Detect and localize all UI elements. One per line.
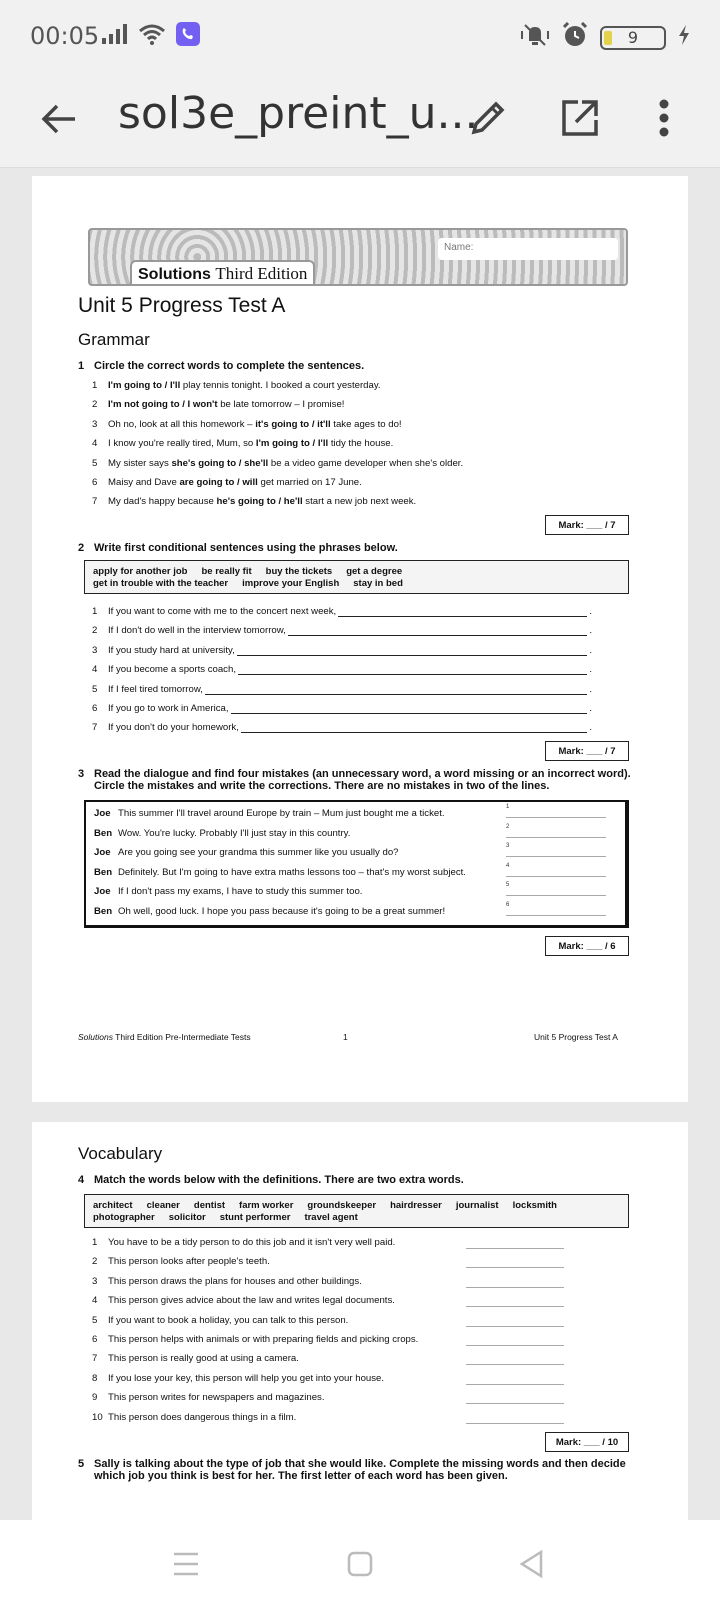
question-3-title: 3 Read the dialogue and find four mistakes (an unnecessary word, a word missing or an incorrect word). Circle the mistakes and write the corrections. There are no mistakes in two of the lines.	[78, 768, 631, 792]
word-chip: groundskeeper	[307, 1200, 377, 1211]
dialogue-line: Ben Oh well, good luck. I hope you pass because it's going to be a great summer!	[94, 906, 446, 917]
word-chip: photographer	[93, 1212, 155, 1223]
word-chip: get in trouble with the teacher	[93, 578, 229, 589]
name-field: Name:	[438, 238, 618, 260]
word-chip: locksmith	[512, 1200, 557, 1211]
answer-line[interactable]	[466, 1364, 564, 1365]
signal-icon	[102, 24, 128, 49]
word-chip: cleaner	[146, 1200, 180, 1211]
question-2-item: 2 If I don't do well in the interview tomorrow, .	[92, 625, 592, 637]
word-box	[84, 1194, 629, 1228]
question-4-item: 3 This person draws the plans for houses and other buildings.	[92, 1275, 362, 1287]
grammar-heading: Grammar	[78, 330, 150, 349]
vocabulary-heading: Vocabulary	[78, 1144, 163, 1163]
question-4-item: 2 This person looks after people's teeth.	[92, 1256, 270, 1268]
answer-line[interactable]	[466, 1384, 564, 1385]
question-4-item: 1 You have to be a tidy person to do this job and it isn't very well paid.	[92, 1237, 396, 1248]
word-chip: improve your English	[242, 578, 340, 589]
dialogue-line: Joe This summer I'll travel around Europe by train – Mum just bought me a ticket.	[94, 808, 445, 819]
word-chip: stay in bed	[353, 578, 403, 589]
recent-apps-icon	[172, 1551, 200, 1577]
solutions-banner	[88, 228, 628, 286]
wifi-icon	[138, 23, 166, 50]
more-vert-icon	[658, 98, 670, 138]
dialogue-line: Ben Definitely. But I'm going to have extra maths lessons too – that's my worst subject.	[94, 866, 466, 878]
footer-page-number: 1	[343, 1032, 348, 1042]
correction-line[interactable]: 1	[506, 804, 606, 818]
question-1-item: 3 Oh no, look at all this homework – it's going to / it'll take ages to do!	[92, 418, 402, 430]
word-chip: apply for another job	[93, 566, 188, 577]
answer-line[interactable]	[466, 1403, 564, 1404]
navigation-bar	[0, 1520, 720, 1600]
word-chip: stunt performer	[219, 1212, 291, 1223]
question-1-item: 4 I know you're really tired, Mum, so I'm going to / I'll tidy the house.	[92, 438, 394, 450]
word-chip: travel agent	[304, 1212, 358, 1223]
word-chip: hairdresser	[390, 1200, 442, 1211]
footer-left: Solutions Third Edition Pre-Intermediate Tests	[78, 1032, 251, 1042]
system-back-button[interactable]	[512, 1544, 552, 1584]
home-button[interactable]	[340, 1544, 380, 1584]
word-chip: dentist	[193, 1200, 226, 1211]
back-button[interactable]	[34, 94, 84, 144]
question-2-item: 4 If you become a sports coach, .	[92, 664, 592, 676]
dialogue-box	[84, 800, 629, 928]
open-external-icon	[560, 98, 600, 138]
dialogue-line: Joe If I don't pass my exams, I have to study this summer too.	[94, 886, 363, 898]
correction-line[interactable]: 4	[506, 863, 606, 877]
answer-line[interactable]	[338, 607, 587, 617]
question-1-item: 7 My dad's happy because he's going to / he'll start a new job next week.	[92, 496, 417, 508]
answer-line[interactable]	[466, 1248, 564, 1249]
correction-line[interactable]: 3	[506, 843, 606, 857]
question-1-title: 1 Circle the correct words to complete the sentences.	[78, 360, 365, 372]
viber-icon	[176, 22, 200, 51]
question-4-item: 7 This person is really good at using a camera.	[92, 1353, 299, 1365]
document-page-1	[32, 176, 688, 1102]
answer-line[interactable]	[466, 1267, 564, 1268]
dialogue-line: Ben Wow. You're lucky. Probably I'll just stay in this country.	[94, 827, 351, 839]
back-arrow-icon	[41, 103, 77, 135]
back-icon	[519, 1550, 545, 1578]
answer-line[interactable]	[466, 1423, 564, 1424]
battery-icon: 9	[600, 26, 666, 50]
question-4-mark: Mark: ___ / 10	[545, 1432, 629, 1452]
answer-line[interactable]	[288, 626, 588, 636]
solutions-logo: Solutions Third Edition	[130, 260, 315, 286]
question-4-item: 10 This person does dangerous things in a film.	[92, 1411, 297, 1423]
answer-line[interactable]	[237, 646, 588, 656]
answer-line[interactable]	[205, 685, 587, 695]
question-1-item: 5 My sister says she's going to / she'll be a video game developer when she's older.	[92, 457, 464, 469]
question-1-mark: Mark: ___ / 7	[545, 515, 629, 535]
unit-title: Unit 5 Progress Test A	[78, 294, 286, 317]
mute-vibrate-icon	[520, 23, 550, 52]
footer-right: Unit 5 Progress Test A	[534, 1032, 618, 1042]
answer-line[interactable]	[466, 1345, 564, 1346]
edit-pencil-icon	[468, 98, 508, 138]
question-2-item: 3 If you study hard at university, .	[92, 644, 592, 656]
question-3-mark: Mark: ___ / 6	[545, 936, 629, 956]
question-5-title: 5 Sally is talking about the type of job that she would like. Complete the missing words and then decide which job you think is best for her. The first letter of each word has been given.	[78, 1458, 626, 1482]
word-chip: farm worker	[239, 1200, 294, 1211]
answer-line[interactable]	[231, 704, 588, 714]
more-options-button[interactable]	[636, 90, 692, 146]
question-4-item: 5 If you want to book a holiday, you can talk to this person.	[92, 1314, 349, 1326]
question-4-item: 4 This person gives advice about the law and writes legal documents.	[92, 1295, 395, 1307]
document-page-2	[32, 1122, 688, 1522]
question-2-item: 7 If you don't do your homework, .	[92, 722, 592, 734]
correction-line[interactable]: 5	[506, 882, 606, 896]
answer-line[interactable]	[238, 665, 587, 675]
word-chip: be really fit	[201, 566, 252, 577]
correction-line[interactable]: 2	[506, 824, 606, 838]
status-time: 00:05	[30, 22, 100, 50]
home-icon	[347, 1551, 373, 1577]
status-left-icons	[102, 22, 200, 51]
question-1-item: 1 I'm going to / I'll play tennis tonight. I booked a court yesterday.	[92, 380, 381, 391]
question-1-item: 6 Maisy and Dave are going to / will get married on 17 June.	[92, 477, 362, 488]
phrase-box	[84, 560, 629, 594]
question-4-title: 4 Match the words below with the definitions. There are two extra words.	[78, 1174, 464, 1186]
app-bar	[0, 72, 720, 168]
correction-line[interactable]: 6	[506, 902, 606, 916]
question-4-item: 8 If you lose your key, this person will help you get into your house.	[92, 1372, 385, 1384]
word-chip: buy the tickets	[265, 566, 333, 577]
answer-line[interactable]	[466, 1306, 564, 1307]
word-chip: architect	[93, 1200, 133, 1211]
word-chip: journalist	[455, 1200, 499, 1211]
open-external-button[interactable]	[552, 90, 608, 146]
answer-line[interactable]	[466, 1287, 564, 1288]
alarm-icon	[562, 22, 588, 53]
question-4-item: 6 This person helps with animals or with preparing fields and picking crops.	[92, 1334, 419, 1345]
question-4-item: 9 This person writes for newspapers and magazines.	[92, 1392, 325, 1404]
question-2-title: 2 Write first conditional sentences using the phrases below.	[78, 542, 398, 554]
word-chip: solicitor	[168, 1212, 206, 1223]
recent-apps-button[interactable]	[166, 1544, 206, 1584]
question-2-mark: Mark: ___ / 7	[545, 741, 629, 761]
question-1-item: 2 I'm not going to / I won't be late tomorrow – I promise!	[92, 399, 345, 411]
answer-line[interactable]	[241, 723, 587, 733]
status-bar	[0, 0, 720, 72]
charging-icon	[678, 25, 690, 50]
question-2-item: 5 If I feel tired tomorrow, .	[92, 683, 592, 695]
status-right-icons	[520, 22, 690, 53]
dialogue-line: Joe Are you going see your grandma this summer like you usually do?	[94, 847, 399, 859]
word-chip: get a degree	[346, 566, 403, 577]
question-2-item: 6 If you go to work in America, .	[92, 703, 592, 714]
edit-button[interactable]	[460, 90, 516, 146]
answer-line[interactable]	[466, 1326, 564, 1327]
document-title: sol3e_preint_u...	[118, 88, 479, 139]
question-2-item: 1 If you want to come with me to the concert next week, .	[92, 606, 592, 617]
